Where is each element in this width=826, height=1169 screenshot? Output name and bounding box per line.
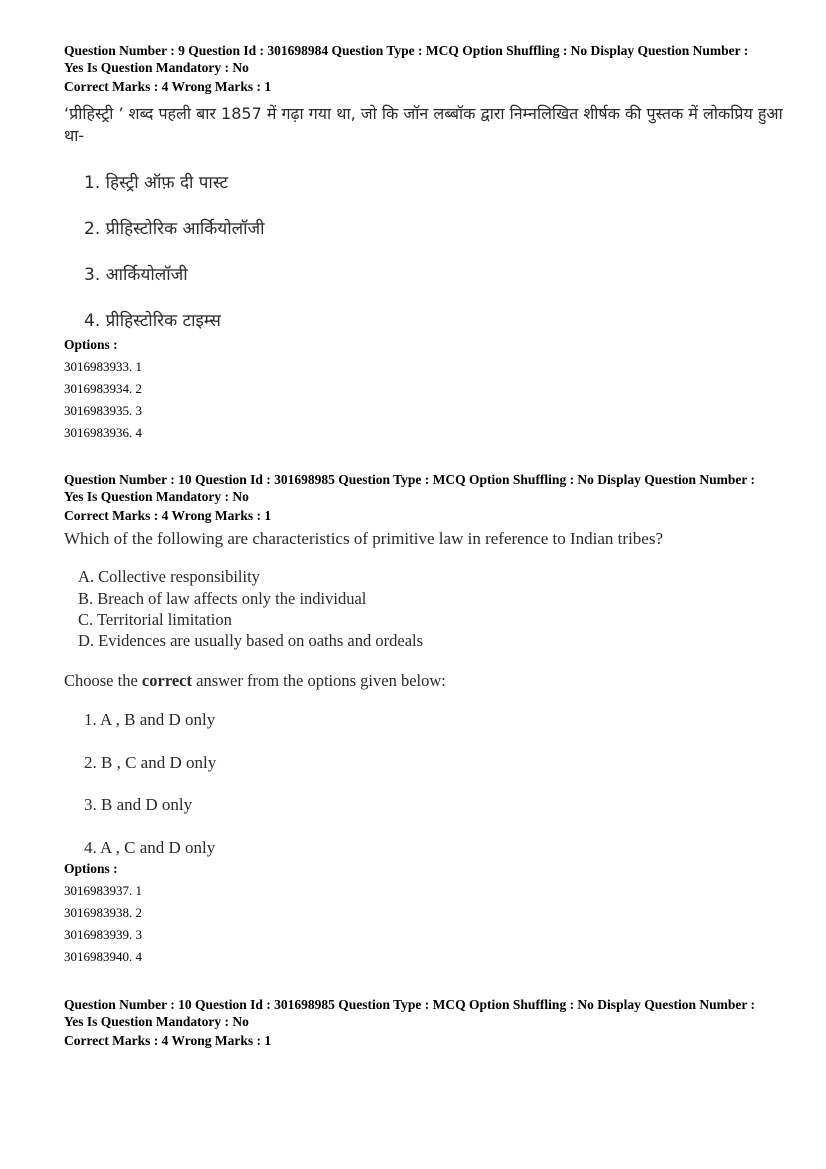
- q9-option-id-2: 3016983934. 2: [64, 381, 142, 396]
- q9-choice-2: 2. प्रीहिस्टोरिक आर्कियोलॉजी: [84, 219, 265, 239]
- q10-choice-1: 1. A , B and D only: [84, 710, 216, 729]
- q9-option-id-3: 3016983935. 3: [64, 403, 142, 418]
- q10-choice-4: 4. A , C and D only: [84, 838, 216, 857]
- q9-question-text: ‘प्रीहिस्ट्री ’ शब्द पहली बार 1857 में गढ़ा गया था, जो कि जॉन लब्बॉक द्वारा निम्नलिखित शीर्षक की पुस्तक में लोकप्रिय हुआ था-: [64, 104, 783, 145]
- q10-option-id-4: 3016983940. 4: [64, 949, 142, 964]
- q9-option-id-1: 3016983933. 1: [64, 359, 142, 374]
- q9-marks: Correct Marks : 4 Wrong Marks : 1: [64, 79, 272, 94]
- q10-statement-a: A. Collective responsibility: [78, 567, 260, 586]
- q9-choice-1: 1. हिस्ट्री ऑफ़ दी पास्ट: [84, 173, 229, 193]
- q10-question-text: Which of the following are characteristics of primitive law in reference to Indian tribes?: [64, 529, 664, 548]
- q10-option-id-2: 3016983938. 2: [64, 905, 142, 920]
- q10-statement-b: B. Breach of law affects only the individual: [78, 589, 367, 608]
- q9-choice-4: 4. प्रीहिस्टोरिक टाइम्स: [84, 311, 221, 331]
- q10-metadata: Question Number : 10 Question Id : 301698985 Question Type : MCQ Option Shuffling : No Display Question Number : Yes Is Question Mandatory : No: [64, 472, 755, 504]
- q10-instruction: [64, 671, 446, 691]
- q10-choice-3: 3. B and D only: [84, 795, 193, 814]
- q9-options-label: Options :: [64, 337, 118, 352]
- q10-option-id-1: 3016983937. 1: [64, 883, 142, 898]
- q10-options-label: Options :: [64, 861, 118, 876]
- q10-instruction-bold: correct: [141, 671, 192, 690]
- q10-marks: Correct Marks : 4 Wrong Marks : 1: [64, 508, 272, 523]
- q10-instruction-pre: Choose the: [64, 671, 142, 690]
- q10-choice-2: 2. B , C and D only: [84, 753, 217, 772]
- q10b-marks: Correct Marks : 4 Wrong Marks : 1: [64, 1033, 272, 1048]
- q10-statement-c: C. Territorial limitation: [78, 610, 232, 629]
- q9-option-id-4: 3016983936. 4: [64, 425, 142, 440]
- q10-option-id-3: 3016983939. 3: [64, 927, 142, 942]
- q10b-metadata: Question Number : 10 Question Id : 301698985 Question Type : MCQ Option Shuffling : No Display Question Number : Yes Is Question Mandatory : No: [64, 997, 755, 1029]
- q9-metadata: Question Number : 9 Question Id : 301698984 Question Type : MCQ Option Shuffling : No Display Question Number : Yes Is Question Mandatory : No: [64, 43, 749, 75]
- q10-statement-d: D. Evidences are usually based on oaths and ordeals: [78, 631, 424, 650]
- q9-choice-3: 3. आर्कियोलॉजी: [84, 265, 188, 285]
- q10-instruction-post: answer from the options given below:: [192, 671, 446, 690]
